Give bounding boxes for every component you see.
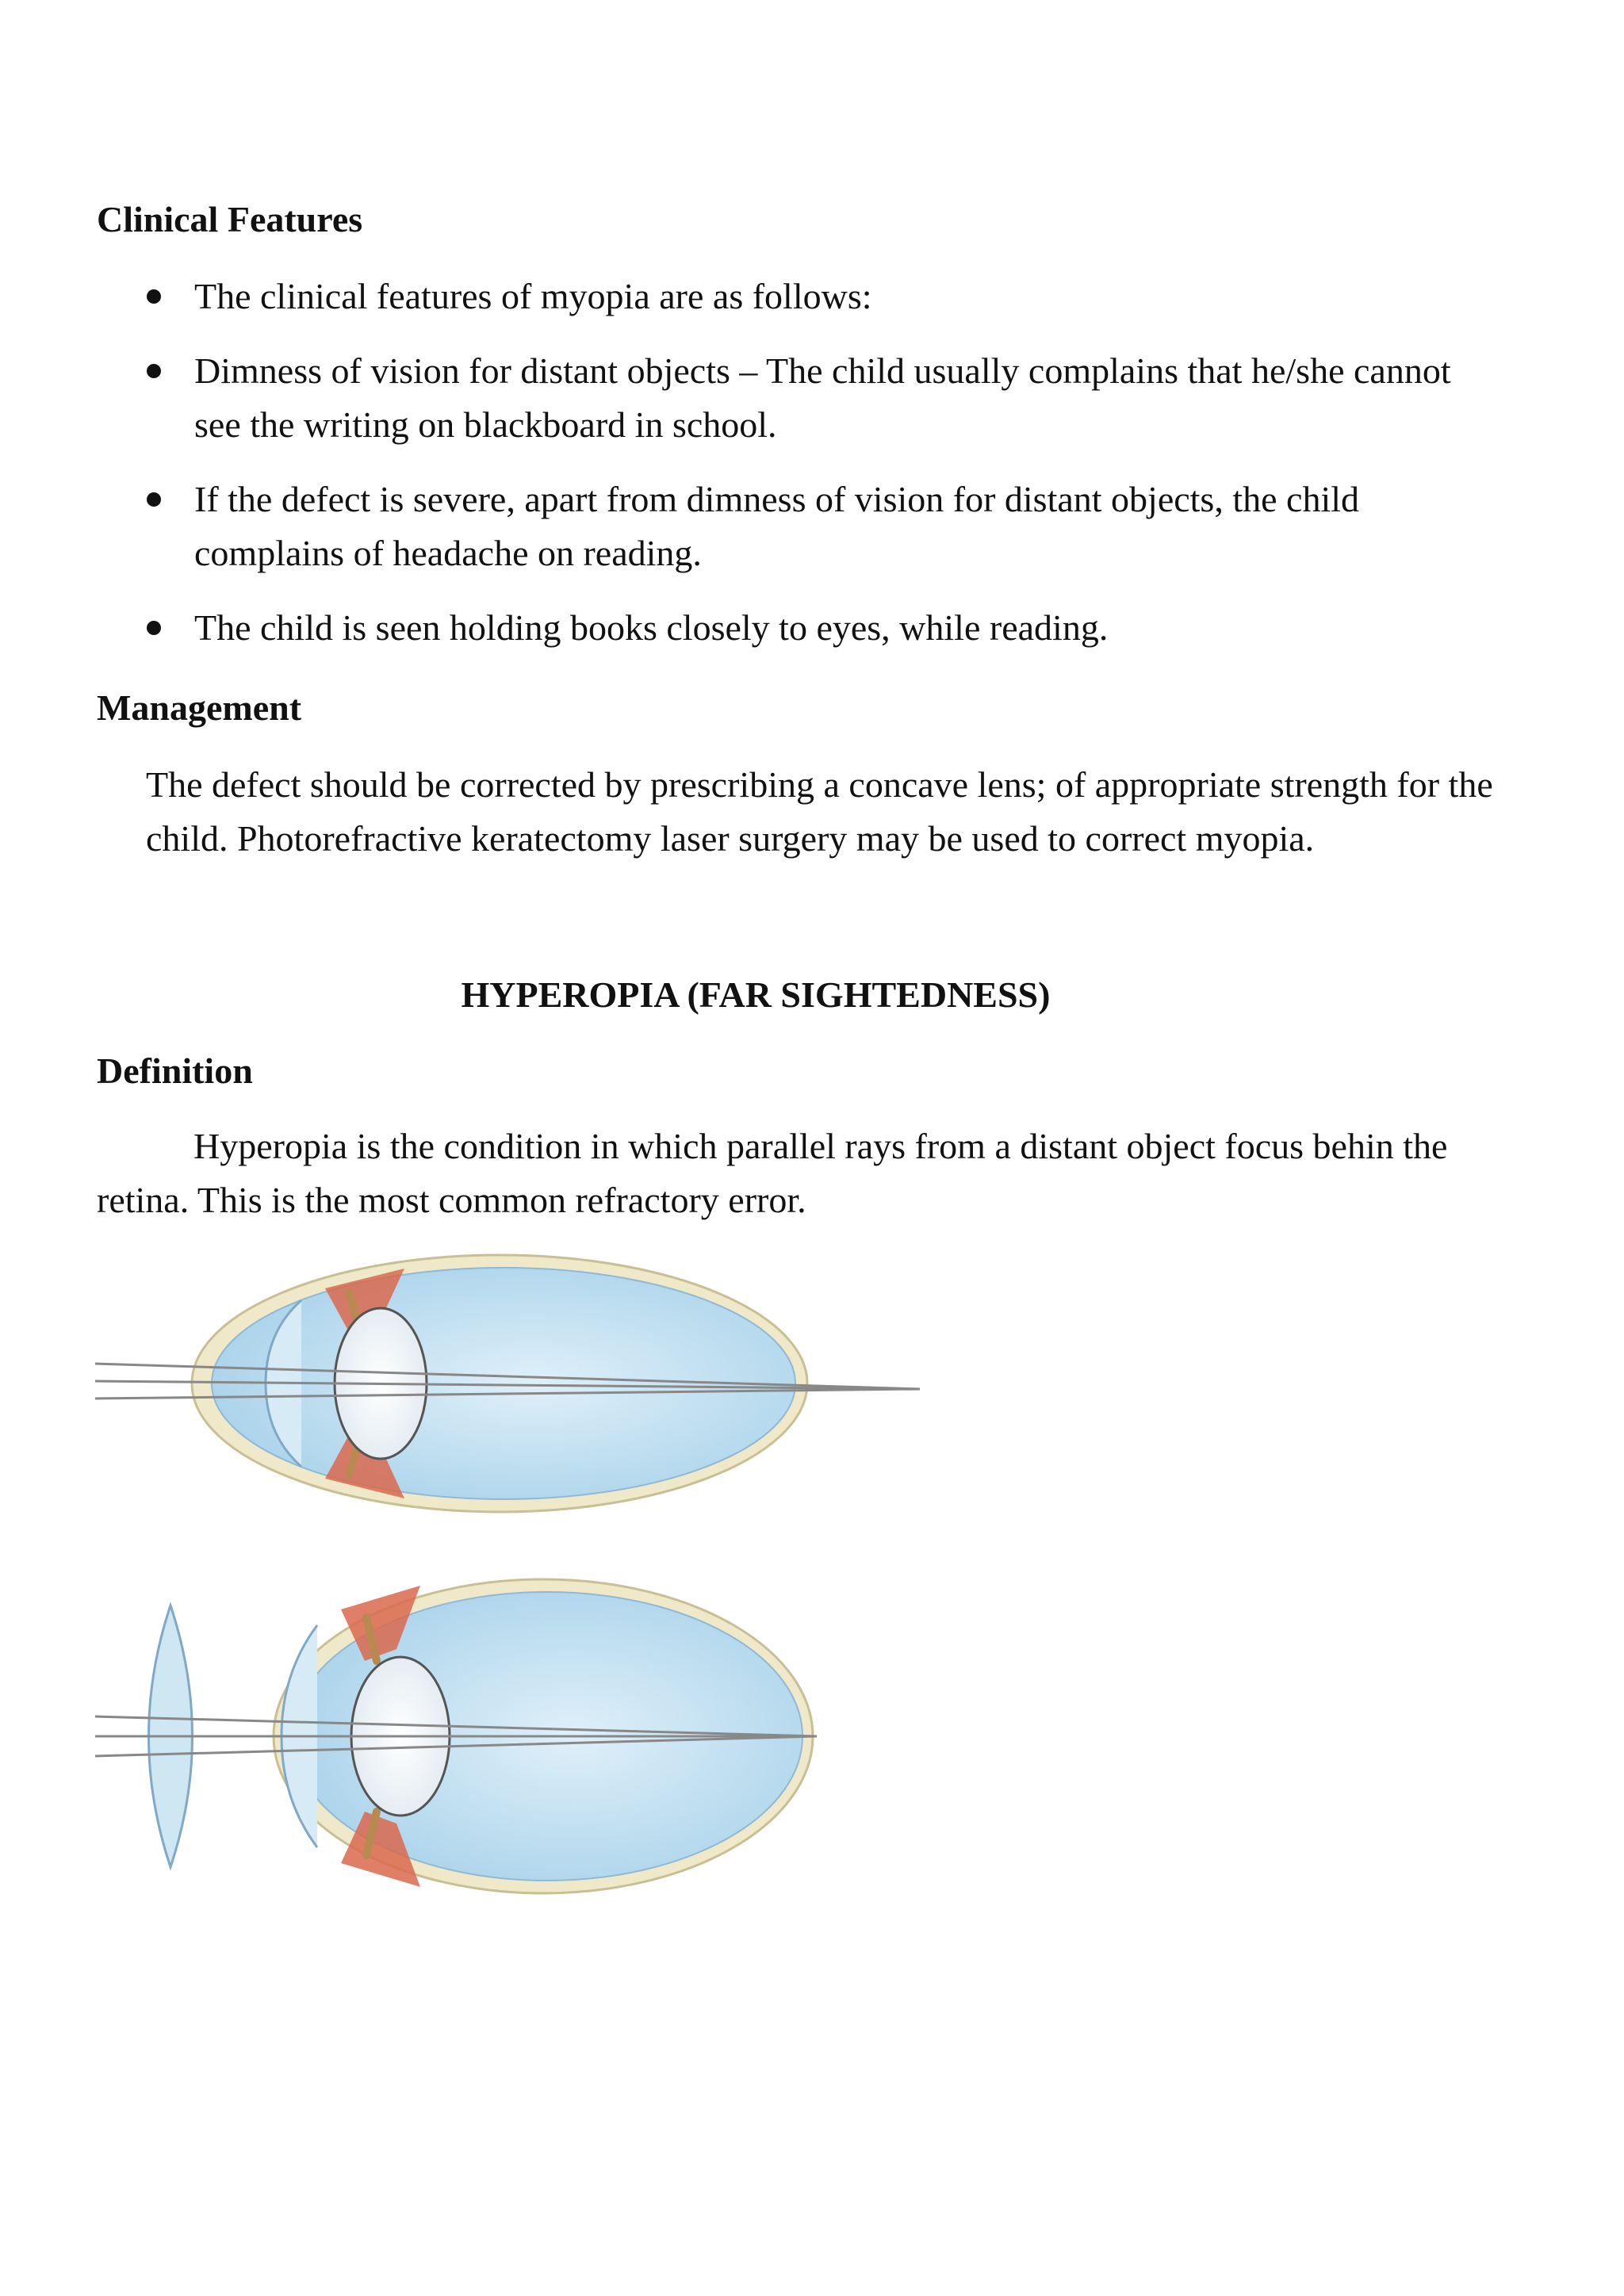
clinical-features-heading: Clinical Features [97,199,363,239]
list-item-text: If the defect is severe, apart from dimness of vision for distant objects, the child complains of headache on reading. [194,479,1360,573]
list-item [147,270,1495,323]
list-item-text: Dimness of vision for distant objects – The child usually complains that he/she cannot see the writing on blackboard in school. [194,350,1451,445]
bullet-icon [147,492,161,507]
definition-paragraph: Hyperopia is the condition in which parallel rays from a distant object focus behin the retina. This is the most common refractory error. [97,1126,1448,1220]
bullet-icon [147,289,161,304]
list-item [147,344,1495,452]
definition-heading: Definition [97,1050,253,1091]
clinical-features-list [147,270,1495,675]
list-item [147,601,1495,655]
corrected-eye [95,1579,817,1893]
list-item [147,473,1495,580]
management-paragraph: The defect should be corrected by prescribing a concave lens; of appropriate strength for the child. Photorefractive keratectomy laser surgery may be used to correct myopia. [146,764,1493,859]
list-item-text: The child is seen holding books closely to eyes, while reading. [194,607,1109,648]
management-heading: Management [97,687,302,728]
hyperopia-eye-diagram [87,1245,959,1927]
hyperopia-title: HYPEROPIA (FAR SIGHTEDNESS) [461,974,1051,1015]
list-item-text: The clinical features of myopia are as follows: [194,276,872,316]
bullet-icon [147,621,161,635]
bullet-icon [147,364,161,378]
uncorrected-eye [95,1255,920,1512]
